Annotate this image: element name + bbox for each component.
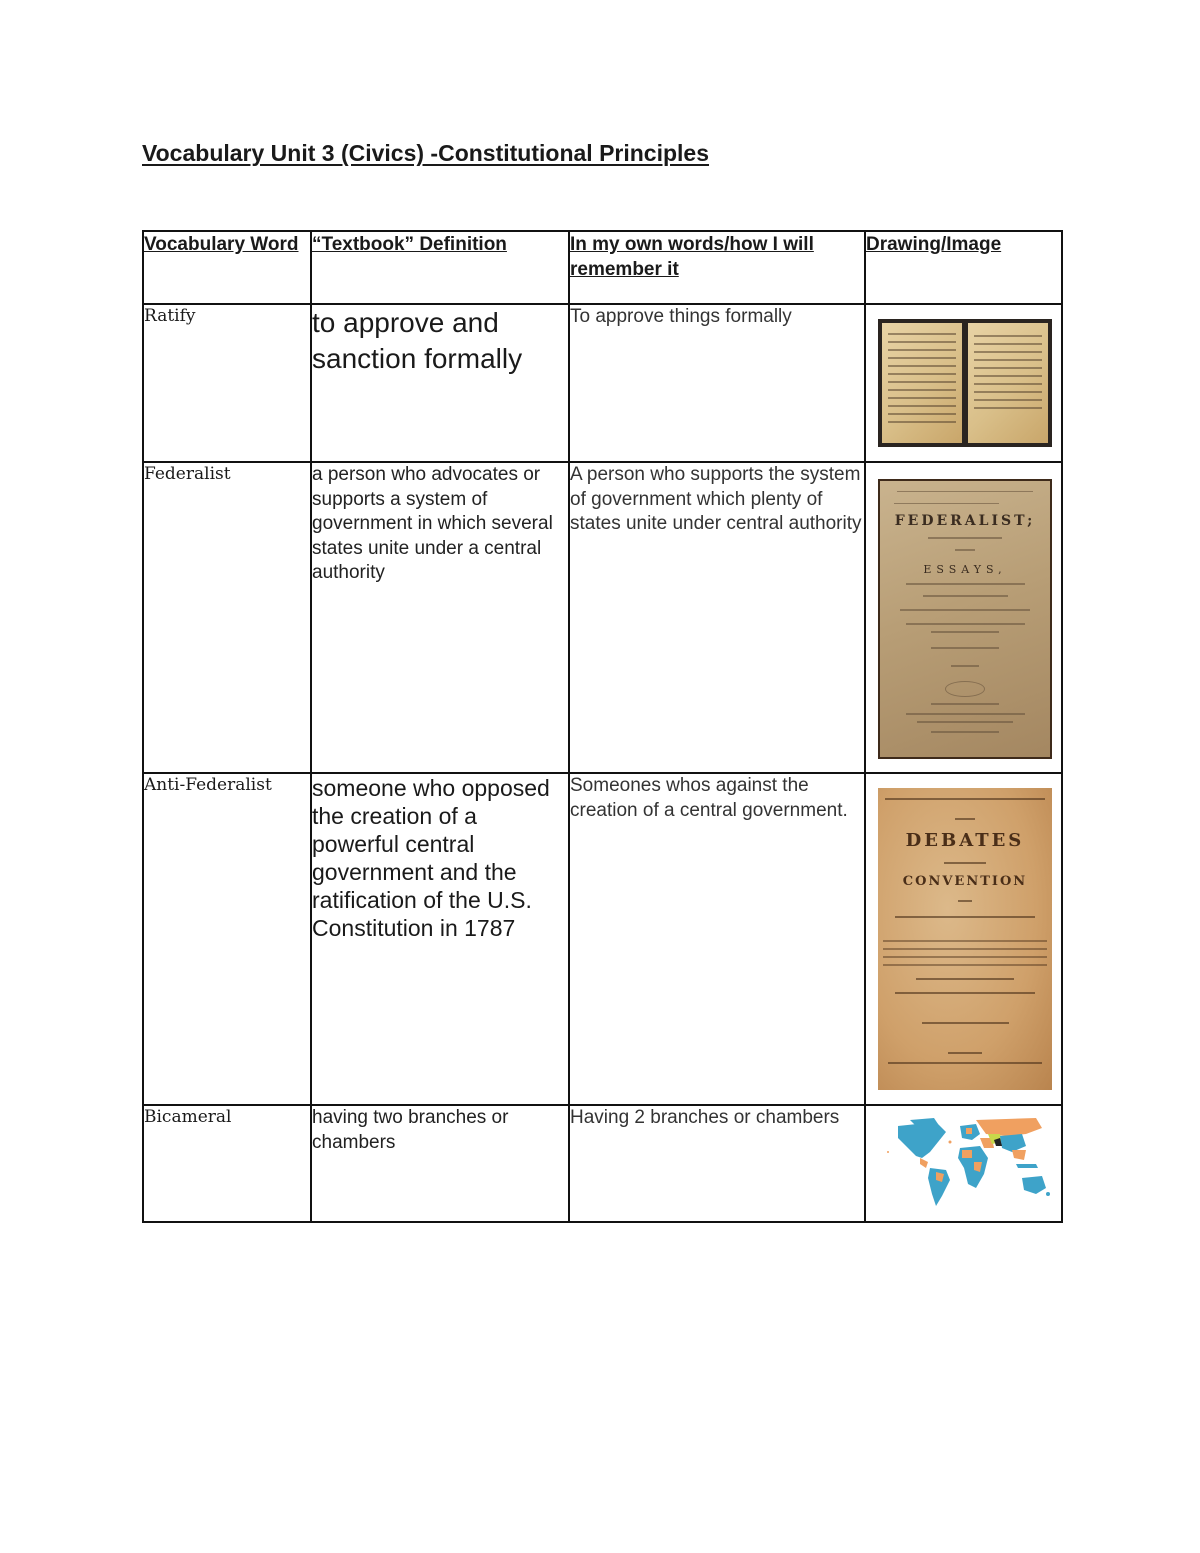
table-row — [143, 304, 1062, 462]
vocab-word: Anti-Federalist — [143, 773, 311, 1105]
textbook-definition: to approve and sanction formally — [311, 304, 569, 462]
vocab-word: Ratify — [143, 304, 311, 462]
own-words: Having 2 branches or chambers — [569, 1105, 865, 1222]
table-row — [143, 773, 1062, 1105]
textbook-definition: a person who advocates or supports a system of government in which several states unite under a central authority — [311, 462, 569, 773]
federalist-book-cover-image: FEDERALIST; ESSAYS, — [878, 479, 1052, 759]
drawing-cell — [865, 304, 1062, 462]
manuscript-pages-image — [878, 319, 1052, 447]
own-words: To approve things formally — [569, 304, 865, 462]
drawing-cell — [865, 773, 1062, 1105]
page-title: Vocabulary Unit 3 (Civics) -Constitutional Principles — [142, 140, 710, 166]
vocab-word: Federalist — [143, 462, 311, 773]
table-row — [143, 1105, 1062, 1222]
world-map-svg — [876, 1112, 1054, 1212]
table-row — [143, 462, 1062, 773]
header-own-words: In my own words/how I will remember it — [569, 231, 865, 304]
debates-convention-cover-image: DEBATES CONVENTION — [878, 788, 1052, 1090]
own-words: Someones whos against the creation of a central government. — [569, 773, 865, 1105]
drawing-cell — [865, 1105, 1062, 1222]
world-map-image — [876, 1112, 1054, 1212]
textbook-definition: having two branches or chambers — [311, 1105, 569, 1222]
vocab-word: Bicameral — [143, 1105, 311, 1222]
header-vocabulary-word: Vocabulary Word — [143, 231, 311, 304]
table-header-row — [143, 231, 1062, 304]
textbook-definition: someone who opposed the creation of a powerful central government and the ratification of the U.S. Constitution in 1787 — [311, 773, 569, 1105]
own-words: A person who supports the system of government which plenty of states unite under central authority — [569, 462, 865, 773]
header-drawing-image: Drawing/Image — [865, 231, 1062, 304]
vocabulary-table — [142, 230, 1063, 1223]
header-textbook-definition: “Textbook” Definition — [311, 231, 569, 304]
drawing-cell — [865, 462, 1062, 773]
